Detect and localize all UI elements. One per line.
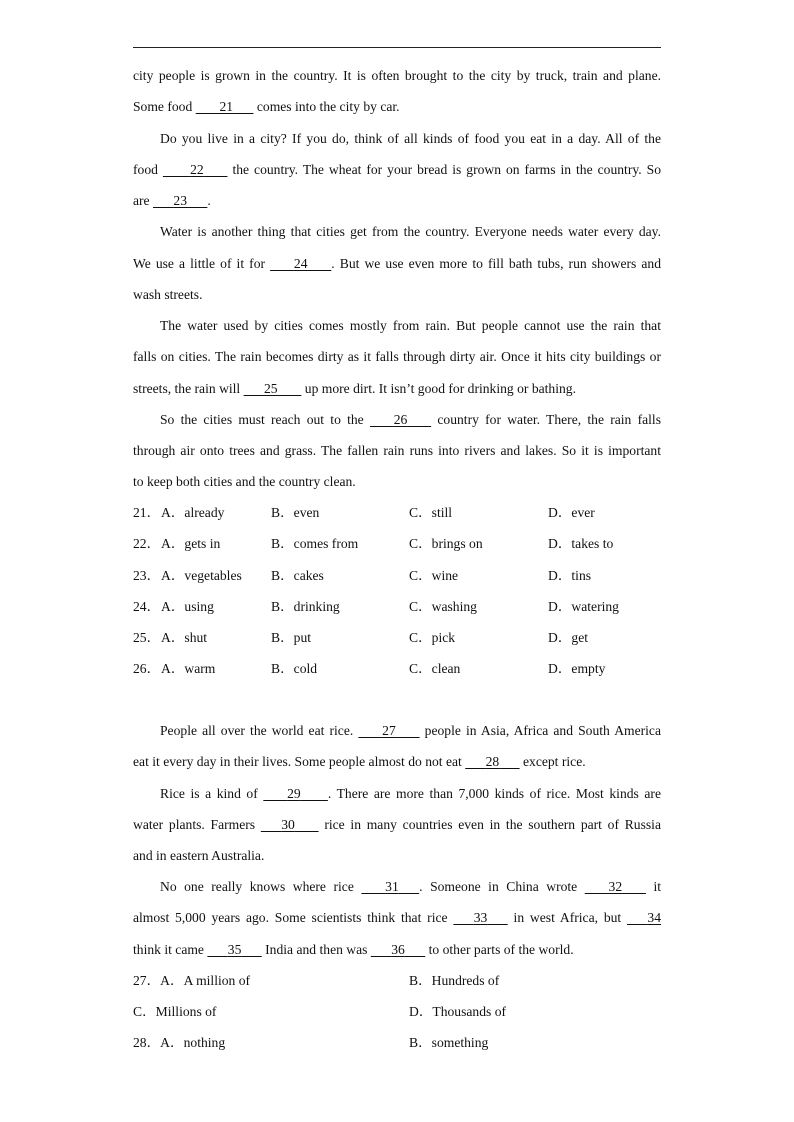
option-a[interactable]: 27．A．A million of <box>133 973 251 988</box>
passage-line: streets, the rain will 25 up more dirt. It isn’t good for drinking or bathing. <box>133 377 661 401</box>
passage-line: No one really knows where rice 31 . Someone in China wrote 32 it <box>160 875 661 899</box>
blank-35[interactable]: 35 <box>227 942 242 957</box>
blank-21[interactable]: 21 <box>219 99 234 114</box>
question-24 <box>133 595 661 619</box>
question-27-row-2 <box>133 1000 661 1024</box>
question-number: 25． <box>133 630 161 645</box>
passage-line: think it came 35 India and then was 36 to other parts of the world. <box>133 938 661 962</box>
blank-29[interactable]: 29 <box>287 786 301 801</box>
question-27-row-1 <box>133 969 661 993</box>
blank-31[interactable]: 31 <box>385 879 399 894</box>
passage-line: are 23 . <box>133 189 661 213</box>
passage-line: So the cities must reach out to the 26 country for water. There, the rain falls <box>160 408 661 432</box>
question-number: 22． <box>133 536 161 551</box>
question-21 <box>133 501 661 525</box>
blank-26[interactable]: 26 <box>393 412 408 427</box>
option-b[interactable]: B．cakes <box>271 568 324 583</box>
option-b[interactable]: B．put <box>271 630 312 645</box>
blank-27[interactable]: 27 <box>382 723 396 738</box>
blank-23[interactable]: 23 <box>173 193 187 208</box>
header-rule <box>133 47 661 48</box>
blank-36[interactable]: 36 <box>391 942 405 957</box>
option-b[interactable]: B．cold <box>271 661 318 676</box>
question-number: 21． <box>133 505 161 520</box>
option-d[interactable]: D．get <box>548 630 589 645</box>
option-d[interactable]: D．watering <box>548 599 619 614</box>
option-c[interactable]: C．clean <box>409 661 461 676</box>
passage-line: through air onto trees and grass. The fallen rain runs into rivers and lakes. So it is important <box>133 443 661 458</box>
option-d[interactable]: D．takes to <box>548 536 614 551</box>
option-a[interactable]: A．shut <box>161 630 208 645</box>
option-a[interactable]: A．using <box>161 599 214 614</box>
passage-line: food 22 the country. The wheat for your bread is grown on farms in the country. So <box>133 158 661 182</box>
passage-line: to keep both cities and the country clean. <box>133 474 356 489</box>
option-d[interactable]: D．ever <box>548 505 595 520</box>
question-28-row-1 <box>133 1031 661 1055</box>
option-c[interactable]: C．brings on <box>409 536 483 551</box>
passage-line: almost 5,000 years ago. Some scientists think that rice 33 in west Africa, but 34 <box>133 906 661 930</box>
option-b[interactable]: B．even <box>271 505 320 520</box>
passage-line: Rice is a kind of 29 . There are more than 7,000 kinds of rice. Most kinds are <box>160 782 661 806</box>
option-c[interactable]: C．pick <box>409 630 456 645</box>
passage-line: We use a little of it for 24 . But we use even more to fill bath tubs, run showers and <box>133 252 661 276</box>
option-b[interactable]: B．comes from <box>271 536 359 551</box>
passage-line: People all over the world eat rice. 27 people in Asia, Africa and South America <box>160 719 661 743</box>
passage-line: Do you live in a city? If you do, think of all kinds of food you eat in a day. All of the <box>160 131 661 146</box>
option-b[interactable]: B．drinking <box>271 599 340 614</box>
question-number: 26． <box>133 661 161 676</box>
option-d[interactable]: D．Thousands of <box>409 1004 507 1019</box>
option-a[interactable]: A．vegetables <box>161 568 242 583</box>
blank-24[interactable]: 24 <box>293 256 308 271</box>
question-23 <box>133 564 661 588</box>
blank-25[interactable]: 25 <box>264 381 278 396</box>
option-c[interactable]: C．wine <box>409 568 459 583</box>
blank-32[interactable]: 32 <box>608 879 623 894</box>
option-a[interactable]: 28．A．nothing <box>133 1035 226 1050</box>
option-d[interactable]: D．tins <box>548 568 592 583</box>
option-d[interactable]: D．empty <box>548 661 606 676</box>
option-a[interactable]: A．already <box>161 505 225 520</box>
question-25 <box>133 626 661 650</box>
question-22 <box>133 532 661 556</box>
blank-33[interactable]: 33 <box>473 910 488 925</box>
passage-line: city people is grown in the country. It is often brought to the city by truck, train and plane. <box>133 68 661 83</box>
passage-line: wash streets. <box>133 287 203 302</box>
option-a[interactable]: A．gets in <box>161 536 221 551</box>
passage-line: falls on cities. The rain becomes dirty as it falls through dirty air. Once it hits city buildings or <box>133 349 661 364</box>
blank-30[interactable]: 30 <box>281 817 295 832</box>
blank-28[interactable]: 28 <box>485 754 500 769</box>
passage-line: water plants. Farmers 30 rice in many countries even in the southern part of Russia <box>133 813 661 837</box>
passage-line: eat it every day in their lives. Some people almost do not eat 28 except rice. <box>133 750 661 774</box>
passage-line: Water is another thing that cities get from the country. Everyone needs water every day. <box>160 224 661 239</box>
option-c[interactable]: C．still <box>409 505 453 520</box>
question-number: 23． <box>133 568 161 583</box>
option-b[interactable]: B．something <box>409 1035 489 1050</box>
blank-22[interactable]: 22 <box>190 162 204 177</box>
option-a[interactable]: A．warm <box>161 661 216 676</box>
blank-34[interactable]: 34 <box>647 910 661 925</box>
question-number: 24． <box>133 599 161 614</box>
passage-line: The water used by cities comes mostly from rain. But people cannot use the rain that <box>160 318 661 333</box>
passage-line: Some food 21 comes into the city by car. <box>133 95 661 119</box>
option-c[interactable]: C．washing <box>409 599 477 614</box>
question-26 <box>133 657 661 681</box>
option-b[interactable]: B．Hundreds of <box>409 973 500 988</box>
option-c[interactable]: C．Millions of <box>133 1004 217 1019</box>
passage-line: and in eastern Australia. <box>133 848 265 863</box>
